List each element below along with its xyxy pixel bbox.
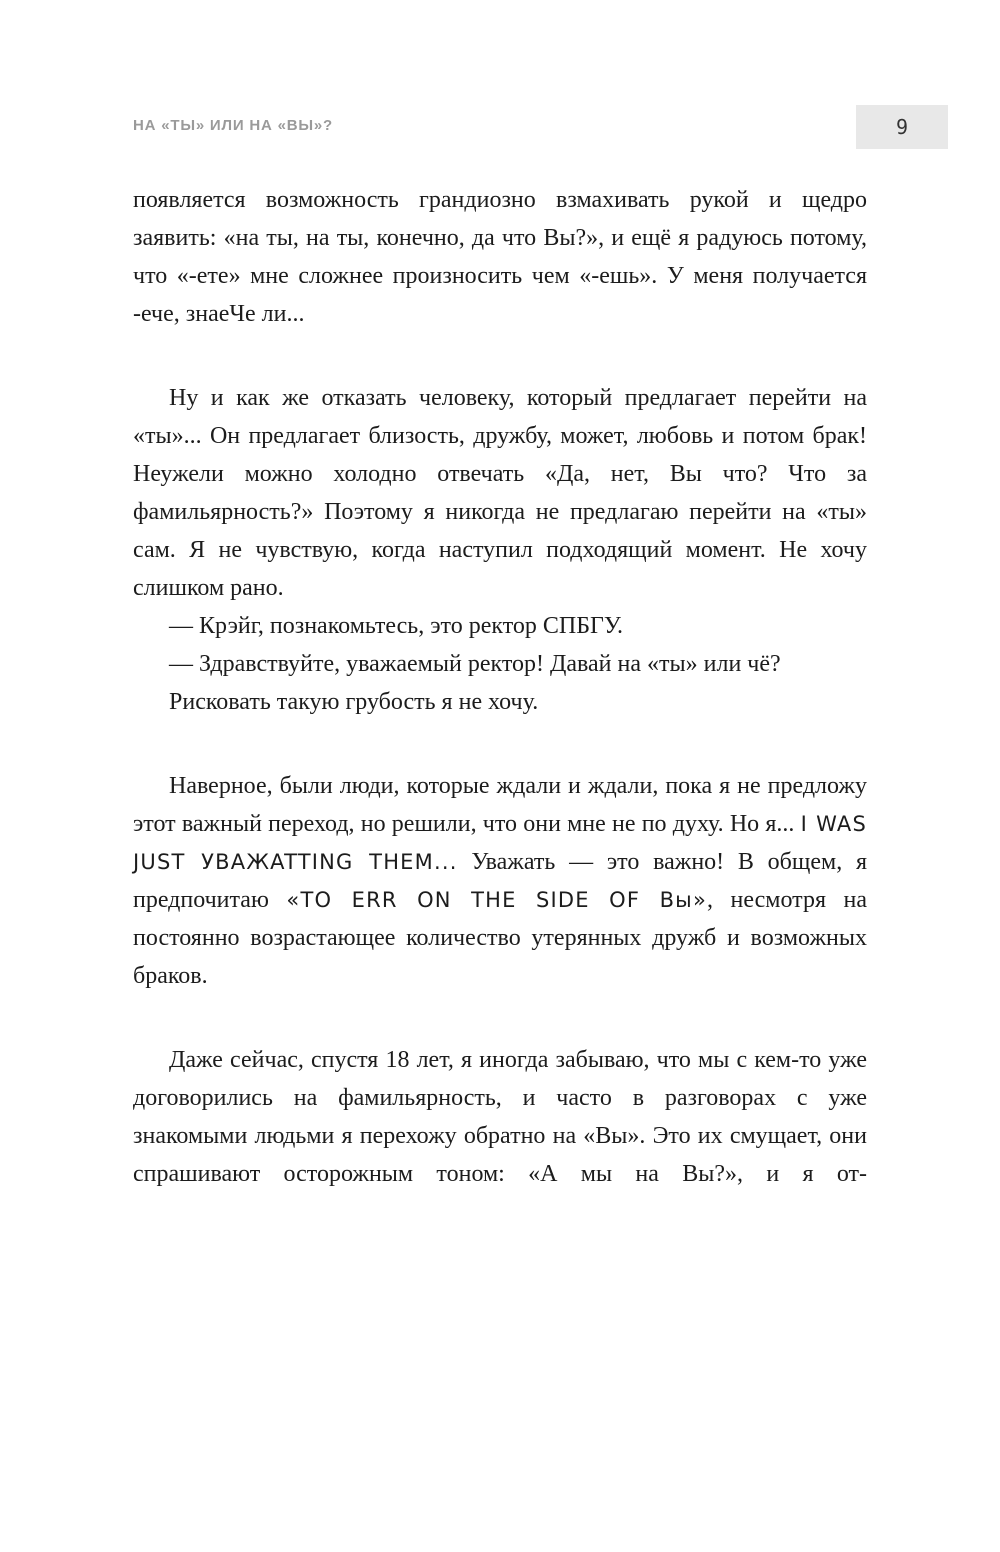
paragraph bbox=[133, 379, 867, 607]
page-body bbox=[133, 181, 867, 1193]
running-title: НА «ТЫ» ИЛИ НА «ВЫ»? bbox=[133, 117, 333, 134]
paragraph-continuation bbox=[133, 181, 867, 333]
body-text: , несмотря на постоянно возрастающее количество утерянных дружб и возможных браков. bbox=[133, 887, 867, 989]
handwritten-text: «TO ERR ON THE SIDE OF Вы» bbox=[286, 888, 708, 912]
handwritten-text: I WAS JUST УВАЖATTING THEM... bbox=[133, 812, 867, 874]
paragraph bbox=[133, 1041, 867, 1193]
body-text: — Крэйг, познакомьтесь, это ректор СПБГУ. bbox=[169, 613, 623, 639]
body-text: — Здравствуйте, уважаемый ректор! Давай на «ты» или чё? bbox=[169, 651, 781, 677]
body-text: Рисковать такую грубость я не хочу. bbox=[169, 689, 539, 715]
paragraph bbox=[133, 683, 867, 721]
body-text: Наверное, были люди, которые ждали и ждали, пока я не предложу этот важный переход, но решили, что они мне не по духу. Но я... bbox=[133, 773, 867, 837]
page-number: 9 bbox=[895, 115, 909, 139]
dialogue-line bbox=[133, 607, 867, 645]
body-text: появляется возможность грандиозно взмахивать рукой и щедро заявить: «на ты, на ты, конечно, да что Вы?», и ещё я радуюсь потому, что «-ете» мне сложнее произносить чем «-ешь». У меня получается -ече, знаеЧе ли... bbox=[133, 187, 867, 327]
paragraph bbox=[133, 767, 867, 995]
body-text: Уважать — это важно! В общем, я предпочитаю bbox=[133, 849, 867, 913]
body-text: Даже сейчас, спустя 18 лет, я иногда забываю, что мы с кем-то уже договорились на фамильярность, и часто в разговорах с уже знакомыми людьми я перехожу обратно на «Вы». Это их смущает, они спрашивают осторожным тоном: «А мы на Вы?», и я от- bbox=[133, 1047, 867, 1187]
body-text: Ну и как же отказать человеку, который предлагает перейти на «ты»... Он предлагает близость, дружбу, может, любовь и потом брак! Неужели можно холодно отвечать «Да, нет, Вы что? Что за фамильярность?» Поэтому я никогда не предлагаю перейти на «ты» сам. Я не чувствую, когда наступил подходящий момент. Не хочу слишком рано. bbox=[133, 385, 867, 601]
page-header bbox=[133, 105, 909, 149]
dialogue-line bbox=[133, 645, 867, 683]
page-number-badge bbox=[856, 105, 948, 149]
